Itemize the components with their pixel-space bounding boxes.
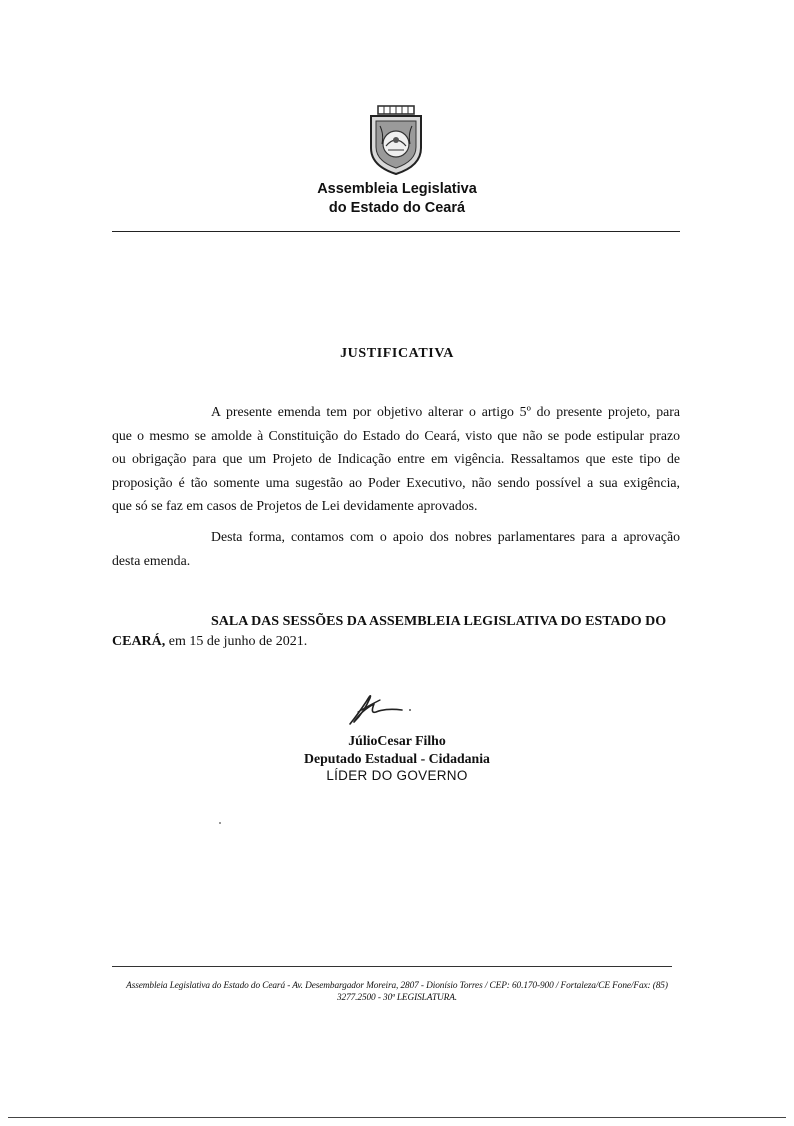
- signatory-title: LÍDER DO GOVERNO: [326, 768, 468, 783]
- paragraph-line: que só se faz em casos de Projetos de Lei devidamente aprovados.: [112, 498, 478, 513]
- closing-date: em 15 de junho de 2021.: [165, 634, 308, 649]
- closing-line1: SALA DAS SESSÕES DA ASSEMBLEIA LEGISLATIVA DO ESTADO DO: [211, 614, 667, 629]
- institution-name-line1: Assembleia Legislativa: [317, 181, 477, 197]
- paragraph-line: ou obrigação para que um Projeto de Indicação entre em vigência. Ressaltamos que este tipo de: [112, 451, 680, 466]
- footer-address-line1: Assembleia Legislativa do Estado do Ceará - Av. Desembargador Moreira, 2807 - Dionísio Torres / CEP: 60.170-900 / Fortaleza/CE Fone/Fax: (85): [126, 981, 668, 991]
- document-title: JUSTIFICATIVA: [340, 346, 454, 361]
- paragraph-line: desta emenda.: [112, 552, 191, 568]
- institution-name-line2: do Estado do Ceará: [328, 200, 466, 216]
- scan-speck: [219, 822, 221, 824]
- state-coat-of-arms-icon: [366, 104, 426, 176]
- page-bottom-edge: [8, 1117, 786, 1118]
- justification-paragraph-2: [112, 525, 680, 572]
- closing-statement: [112, 612, 680, 652]
- handwritten-signature: [340, 688, 420, 730]
- paragraph-line: que o mesmo se amolde à Constituição do Estado do Ceará, visto que não se pode estipular prazo: [112, 427, 680, 443]
- footer-divider: [112, 966, 672, 967]
- justification-paragraph-1: [112, 400, 680, 518]
- signatory-role: Deputado Estadual - Cidadania: [304, 751, 490, 766]
- footer-address-line2: 3277.2500 - 30ª LEGISLATURA.: [336, 993, 458, 1003]
- paragraph-line: A presente emenda tem por objetivo alterar o artigo 5º do presente projeto, para: [211, 404, 680, 419]
- closing-place: CEARÁ,: [112, 634, 166, 649]
- signatory-name: JúlioCesar Filho: [348, 733, 446, 748]
- header-divider: [112, 231, 680, 232]
- paragraph-line: Desta forma, contamos com o apoio dos nobres parlamentares para a aprovação: [211, 529, 680, 544]
- closing-line2: [112, 632, 680, 652]
- paragraph-line: proposição é tão somente uma sugestão ao Poder Executivo, não sendo possível a sua exigência,: [112, 474, 680, 490]
